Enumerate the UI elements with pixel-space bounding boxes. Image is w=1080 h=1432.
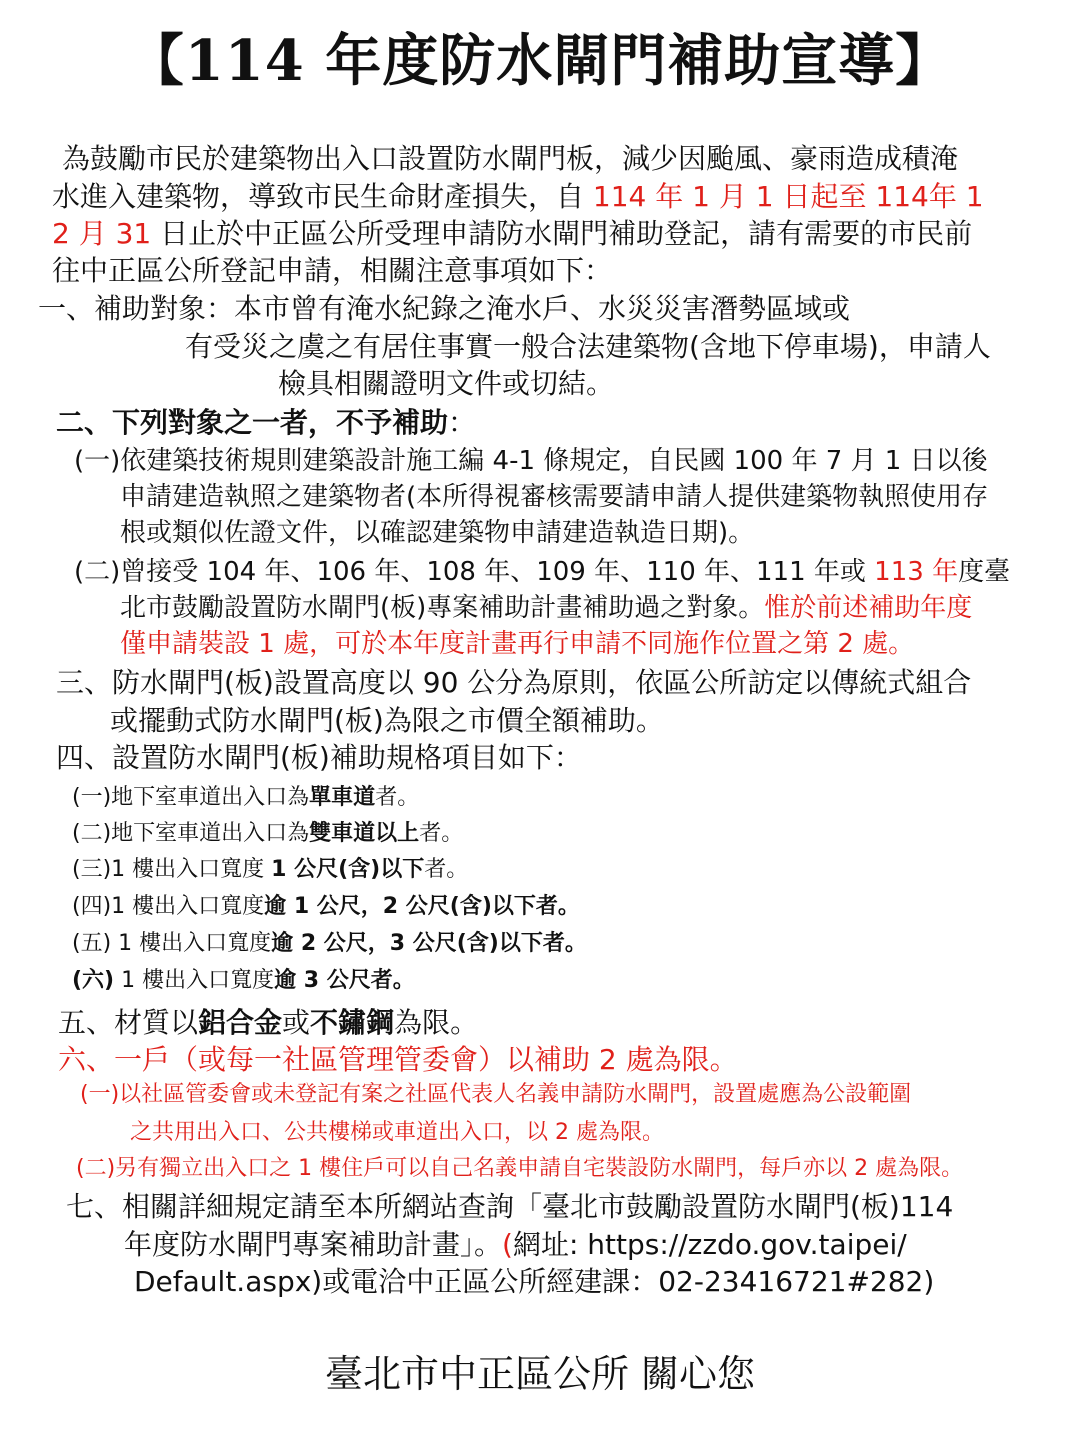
section-2-item-1-line-2: 申請建造執照之建築物者(本所得視審核需要請申請人提供建築物執照使用存 (120, 482, 989, 512)
section-6-heading: 六、一戶（或每一社區管理管委會）以補助 2 處為限。 (58, 1043, 738, 1076)
section-4-item-6-bold: 逾 3 公尺者。 (274, 968, 415, 993)
section-7-line-3: Default.aspx)或電洽中正區公所經建課：02-23416721#282) (134, 1265, 935, 1298)
section-4-item-2-text: (二)地下室車道出入口為 (72, 821, 310, 846)
section-5-material-1: 鋁合金 (198, 1006, 283, 1039)
section-4-item-3-end: 者。 (424, 857, 469, 882)
footer-signature: 臺北市中正區公所 關心您 (324, 1352, 756, 1396)
intro-date-end: 2 月 31 (52, 217, 161, 250)
section-2-colon: ： (448, 406, 477, 439)
section-7-url: 網址: https://zzdo.gov.taipei/ (512, 1228, 907, 1261)
section-6-item-1-line-1: (一)以社區管委會或未登記有案之社區代表人名義申請防水閘門，設置處應為公設範圍 (80, 1082, 912, 1107)
section-4-item-2-bold: 雙車道以上 (309, 821, 420, 846)
section-6-item-1-line-2: 之共用出入口、公共樓梯或車道出入口，以 2 處為限。 (130, 1120, 664, 1145)
section-7-paren: ( (502, 1228, 513, 1261)
section-2-item-2-text: (二)曾接受 104 年、106 年、108 年、109 年、110 年、111 年或 (74, 557, 875, 587)
section-4-item-4-bold: 逾 1 公尺，2 公尺(含)以下者。 (264, 894, 580, 919)
section-1-line-2: 有受災之虞之有居住事實一般合法建築物(含地下停車場)，申請人 (185, 330, 991, 363)
section-4-item-2 (72, 821, 463, 847)
section-1-heading: 一、補助對象：本市曾有淹水紀錄之淹水戶、水災災害潛勢區域或 (38, 292, 851, 325)
section-7-line-2-text: 年度防水閘門專案補助計畫」。 (124, 1228, 503, 1261)
section-5-text-a: 五、材質以 (58, 1006, 199, 1039)
section-2-item-1-line-3: 根或類似佐證文件，以確認建築物申請建造執造日期)。 (120, 518, 755, 548)
section-4-item-6-marker: (六) (72, 968, 115, 993)
section-4-item-5 (72, 931, 587, 957)
intro-line-2-text: 水進入建築物，導致市民生命財產損失，自 (52, 180, 585, 213)
section-5-text-c: 或 (282, 1006, 311, 1039)
intro-date-start: 114 年 1 月 1 日起至 114年 1 (584, 180, 984, 213)
section-4-item-1 (72, 785, 419, 811)
section-4-item-4-text: (四)1 樓出入口寬度 (72, 894, 265, 919)
section-4-item-5-bold: 逾 2 公尺，3 公尺(含)以下者。 (271, 931, 587, 956)
section-2-item-2-text-end: 度臺 (958, 557, 1011, 587)
intro-line-4: 往中正區公所登記申請，相關注意事項如下： (52, 254, 613, 287)
section-5-text-e: 為限。 (394, 1006, 479, 1039)
section-4-item-1-text: (一)地下室車道出入口為 (72, 785, 310, 810)
section-5-material-2: 不鏽鋼 (310, 1006, 395, 1039)
page-title: 【114 年度防水閘門補助宣導】 (127, 28, 953, 94)
section-6-item-2: (二)另有獨立出入口之 1 樓住戶可以自己名義申請自宅裝設防水閘門，每戶亦以 2 處為限。 (76, 1156, 964, 1181)
section-4-item-3-text: (三)1 樓出入口寬度 (72, 857, 272, 882)
section-5 (58, 1006, 478, 1040)
intro-line-2 (52, 180, 984, 214)
section-2-item-2-line-1 (74, 557, 1010, 588)
section-2-heading-text: 二、下列對象之一者，不予補助 (56, 406, 449, 439)
section-4-item-3-bold: 1 公尺(含)以下 (271, 857, 425, 882)
section-4-item-6 (72, 968, 415, 994)
section-4-item-3 (72, 857, 468, 883)
section-4-heading: 四、設置防水閘門(板)補助規格項目如下： (56, 741, 582, 774)
section-1-line-3: 檢具相關證明文件或切結。 (278, 367, 615, 400)
section-2-note-start: 惟於前述補助年度 (764, 593, 973, 623)
section-4-item-6-text: 1 樓出入口寬度 (114, 968, 275, 993)
intro-line-3 (52, 217, 972, 251)
section-2-item-2-line-2-text: 北市鼓勵設置防水閘門(板)專案補助計畫補助過之對象。 (120, 593, 765, 623)
section-3-line-2: 或擺動式防水閘門(板)為限之市價全額補助。 (110, 704, 664, 737)
section-2-item-1-line-1: (一)依建築技術規則建築設計施工編 4-1 條規定，自民國 100 年 7 月 1 日以後 (74, 446, 988, 476)
section-2-item-2-line-2 (120, 593, 972, 624)
section-4-item-2-end: 者。 (419, 821, 464, 846)
section-4-item-5-text: (五) 1 樓出入口寬度 (72, 931, 272, 956)
section-4-item-4 (72, 894, 580, 920)
section-2-year-113: 113 年 (874, 557, 959, 587)
section-4-item-1-end: 者。 (375, 785, 420, 810)
section-7-line-1: 七、相關詳細規定請至本所網站查詢「臺北市鼓勵設置防水閘門(板)114 (66, 1190, 954, 1223)
section-3-heading: 三、防水閘門(板)設置高度以 90 公分為原則，依區公所訪定以傳統式組合 (56, 666, 972, 699)
section-2-note: 僅申請裝設 1 處，可於本年度計畫再行申請不同施作位置之第 2 處。 (120, 629, 915, 659)
intro-line-1: 為鼓勵市民於建築物出入口設置防水閘門板，減少因颱風、豪雨造成積淹 (62, 142, 959, 175)
section-2-heading (56, 406, 476, 440)
section-7-line-2 (124, 1228, 907, 1262)
section-4-item-1-bold: 單車道 (309, 785, 376, 810)
intro-line-3-text: 日止於中正區公所受理申請防水閘門補助登記，請有需要的市民前 (160, 217, 973, 250)
